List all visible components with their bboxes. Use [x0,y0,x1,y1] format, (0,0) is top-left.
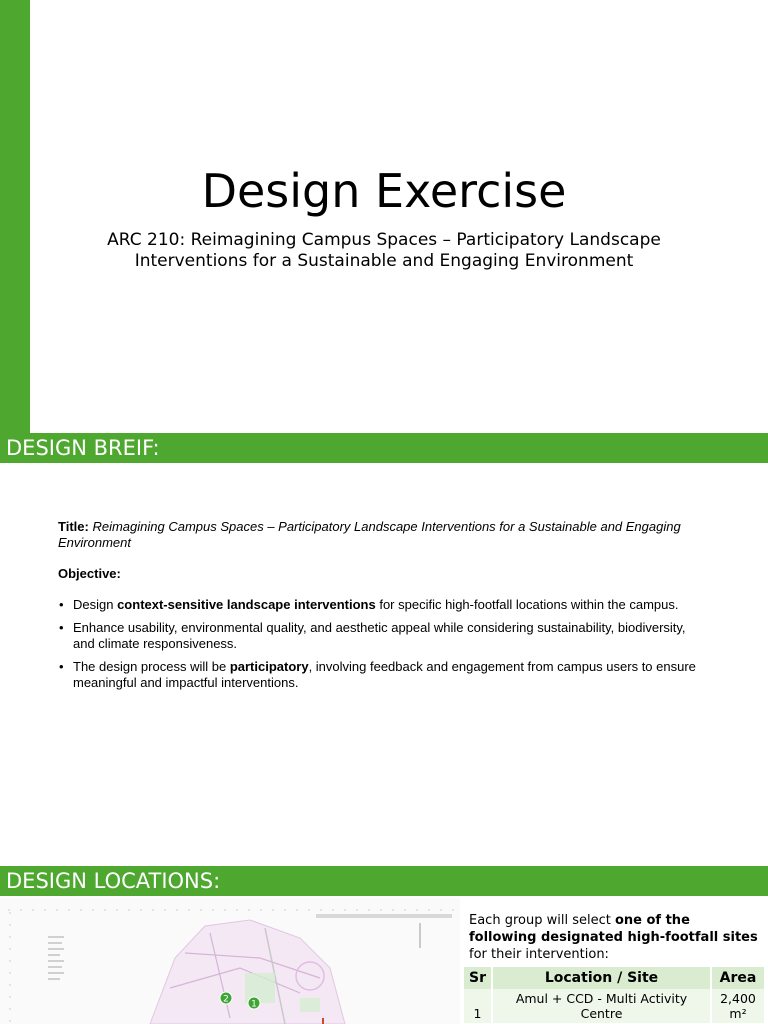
objective-item: • Design context-sensitive landscape interventions for specific high-footfall locations within the campus. [58,597,708,613]
brief-title-text: Reimagining Campus Spaces – Participatory Landscape Interventions for a Sustainable and Engaging Environment [58,519,681,550]
section-header-design-brief: DESIGN BREIF: [0,433,768,463]
locations-intro: Each group will select one of the following designated high-footfall sites for their intervention: [469,913,758,962]
table-header-row [464,967,765,989]
cell-area: 2,400 m² [711,989,765,1023]
objective-list [58,597,708,691]
title-slide [0,0,768,433]
col-header-area: Area [711,967,765,989]
cell-location: Amul + CCD - Multi Activity Centre [492,989,711,1023]
objective-heading: Objective: [58,566,121,581]
brief-title [58,519,708,551]
cell-sr: 1 [464,989,492,1023]
sites-table [464,967,766,1023]
svg-text:2: 2 [223,994,229,1005]
map-marker-2 [220,992,232,1005]
campus-map-image [0,898,460,1024]
slide-title: Design Exercise [201,164,567,218]
col-header-sr: Sr [464,967,492,989]
brief-title-label: Title: [58,519,89,534]
svg-text:1: 1 [251,999,257,1010]
slide-subtitle: ARC 210: Reimagining Campus Spaces – Participatory Landscape Interventions for a Sustainable and Engaging Environment [107,230,661,271]
objective-item: • The design process will be participatory, involving feedback and engagement from campus users to ensure meaningful and impactful interventions. [58,659,708,691]
table-row [464,989,765,1023]
col-header-location: Location / Site [492,967,711,989]
section-header-design-locations: DESIGN LOCATIONS: [0,866,768,896]
map-marker-1 [248,997,260,1010]
objective-item: • Enhance usability, environmental quality, and aesthetic appeal while considering sustainability, biodiversity, and climate responsiveness. [58,620,708,652]
design-brief-content [58,519,708,698]
